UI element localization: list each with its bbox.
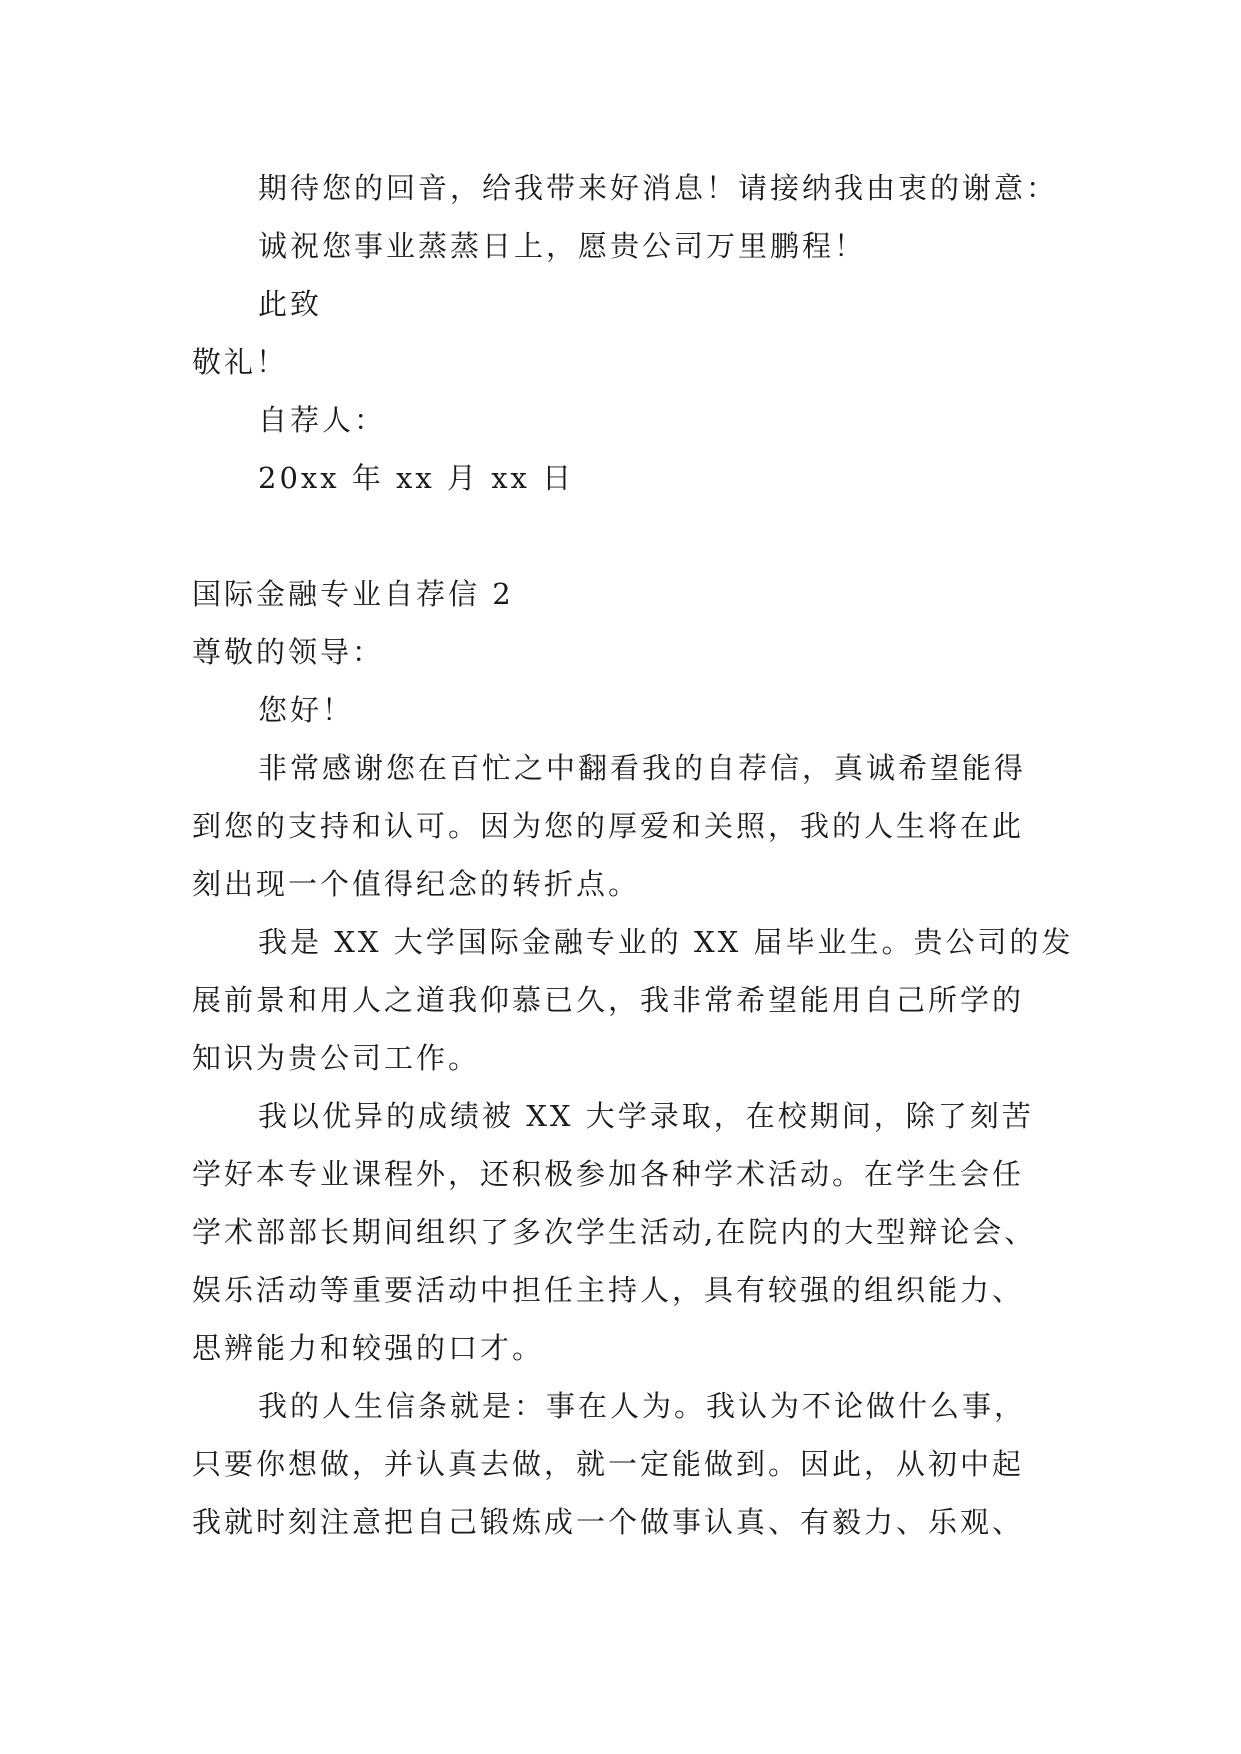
paragraph-line: 我是 XX 大学国际金融专业的 XX 届毕业生。贵公司的发 <box>258 925 1074 959</box>
paragraph-line: 学好本专业课程外，还积极参加各种学术活动。在学生会任 <box>192 1157 1025 1191</box>
paragraph-line: 刻出现一个值得纪念的转折点。 <box>192 867 641 901</box>
closing-line: 期待您的回音，给我带来好消息！请接纳我由衷的谢意： <box>258 171 1059 205</box>
closing-line: 诚祝您事业蒸蒸日上，愿贵公司万里鹏程！ <box>258 229 867 263</box>
paragraph-line: 展前景和用人之道我仰慕已久，我非常希望能用自己所学的 <box>192 983 1025 1017</box>
paragraph-line: 到您的支持和认可。因为您的厚爱和关照，我的人生将在此 <box>192 809 1025 843</box>
paragraph-line: 非常感谢您在百忙之中翻看我的自荐信，真诚希望能得 <box>258 751 1027 785</box>
paragraph-line: 娱乐活动等重要活动中担任主持人，具有较强的组织能力、 <box>192 1273 1025 1307</box>
closing-salute: 敬礼！ <box>192 345 289 379</box>
paragraph-line: 只要你想做，并认真去做，就一定能做到。因此，从初中起 <box>192 1447 1025 1481</box>
paragraph-line: 学术部部长期间组织了多次学生活动,在院内的大型辩论会、 <box>192 1215 1037 1249</box>
paragraph-line: 思辨能力和较强的口才。 <box>192 1331 545 1365</box>
salutation: 尊敬的领导： <box>192 635 385 669</box>
letter-date: 20xx 年 xx 月 xx 日 <box>258 461 575 495</box>
paragraph-line: 我就时刻注意把自己锻炼成一个做事认真、有毅力、乐观、 <box>192 1505 1025 1539</box>
greeting: 您好！ <box>258 693 355 727</box>
paragraph-line: 我以优异的成绩被 XX 大学录取，在校期间，除了刻苦 <box>258 1099 1034 1133</box>
closing-phrase: 此致 <box>258 287 323 321</box>
paragraph-line: 我的人生信条就是：事在人为。我认为不论做什么事， <box>258 1389 1027 1423</box>
section-title: 国际金融专业自荐信 2 <box>192 577 514 611</box>
paragraph-line: 知识为贵公司工作。 <box>192 1041 481 1075</box>
signer-label: 自荐人： <box>258 403 387 437</box>
